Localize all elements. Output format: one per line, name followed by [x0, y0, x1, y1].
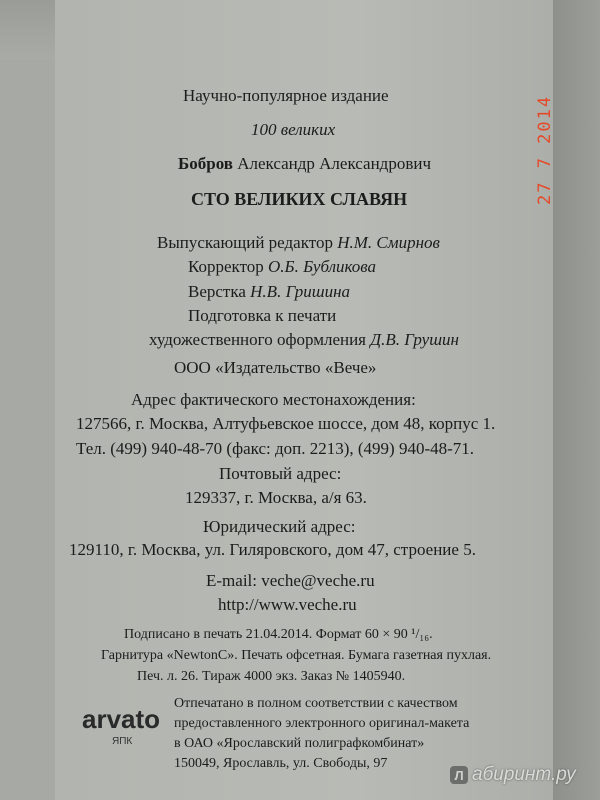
date-stamp-text: 27 7 2014 [535, 94, 555, 205]
layout-line [188, 282, 350, 302]
printer-line-1: Отпечатано в полном соответствии с качеством [174, 696, 458, 711]
edition-type: Научно-популярное издание [183, 86, 389, 105]
author-line [178, 154, 431, 174]
phone-numbers: Тел. (499) 940-48-70 (факс: доп. 2213), (499) 940-48-71. [76, 439, 475, 458]
publisher-name: ООО «Издательство «Вече» [174, 358, 377, 377]
editor-role: Выпускающий редактор [157, 233, 338, 252]
print-signed-line [124, 627, 433, 643]
email-address: E-mail: veche@veche.ru [206, 571, 375, 590]
editor-name: Н.М. Смирнов [337, 233, 440, 252]
printer-line-4: 150049, Ярославль, ул. Свободы, 97 [174, 756, 388, 771]
author-given-name: Александр Александрович [232, 154, 432, 173]
postal-address: 129337, г. Москва, а/я 63. [185, 488, 367, 507]
watermark-text: абиринт.ру [472, 764, 576, 785]
corrector-name: О.Б. Бубликова [268, 257, 377, 276]
art-prep-role: художественного оформления [149, 330, 371, 349]
format-fraction: ¹/₁₆ [411, 627, 430, 642]
printer-line-3: в ОАО «Ярославский полиграфкомбинат» [174, 736, 425, 751]
printer-logo-abbreviation: ЯПК [112, 736, 133, 747]
camera-date-stamp [535, 75, 559, 205]
printer-logo [82, 704, 161, 747]
series-name: 100 великих [251, 120, 336, 139]
page-edge-shadow [553, 0, 600, 800]
site-watermark [450, 764, 576, 786]
corrector-role: Корректор [188, 257, 269, 276]
corrector-line [188, 257, 376, 277]
actual-address-label: Адрес фактического местонахождения: [131, 390, 416, 409]
printer-logo-name: arvato [82, 704, 161, 734]
actual-address: 127566, г. Москва, Алтуфьевское шоссе, дом 48, корпус 1. [76, 414, 496, 433]
art-prep-name: Д.В. Грушин [370, 330, 459, 349]
layout-name: Н.В. Гришина [250, 282, 351, 301]
typeface-line: Гарнитура «NewtonC». Печать офсетная. Бумага газетная пухлая. [101, 648, 492, 663]
postal-address-label: Почтовый адрес: [219, 464, 342, 483]
website-url: http://www.veche.ru [218, 595, 357, 614]
print-run-line: Печ. л. 26. Тираж 4000 экз. Заказ № 1405940. [137, 669, 406, 684]
editor-line [157, 233, 440, 253]
legal-address: 129110, г. Москва, ул. Гиляровского, дом 47, строение 5. [69, 540, 476, 559]
printer-line-2: предоставленного электронного оригинал-макета [174, 716, 470, 731]
author-surname: Бобров [178, 154, 233, 173]
layout-role: Верстка [188, 282, 251, 301]
art-prep-line: Подготовка к печати [188, 306, 337, 325]
legal-address-label: Юридический адрес: [203, 517, 356, 536]
print-signed-text: Подписано в печать 21.04.2014. Формат 60 × 90 [124, 627, 412, 642]
book-title: СТО ВЕЛИКИХ СЛАВЯН [191, 189, 408, 209]
labirint-logo-icon: Л [450, 766, 468, 784]
art-prep-role-line [149, 330, 459, 350]
print-signed-period: . [429, 627, 433, 642]
